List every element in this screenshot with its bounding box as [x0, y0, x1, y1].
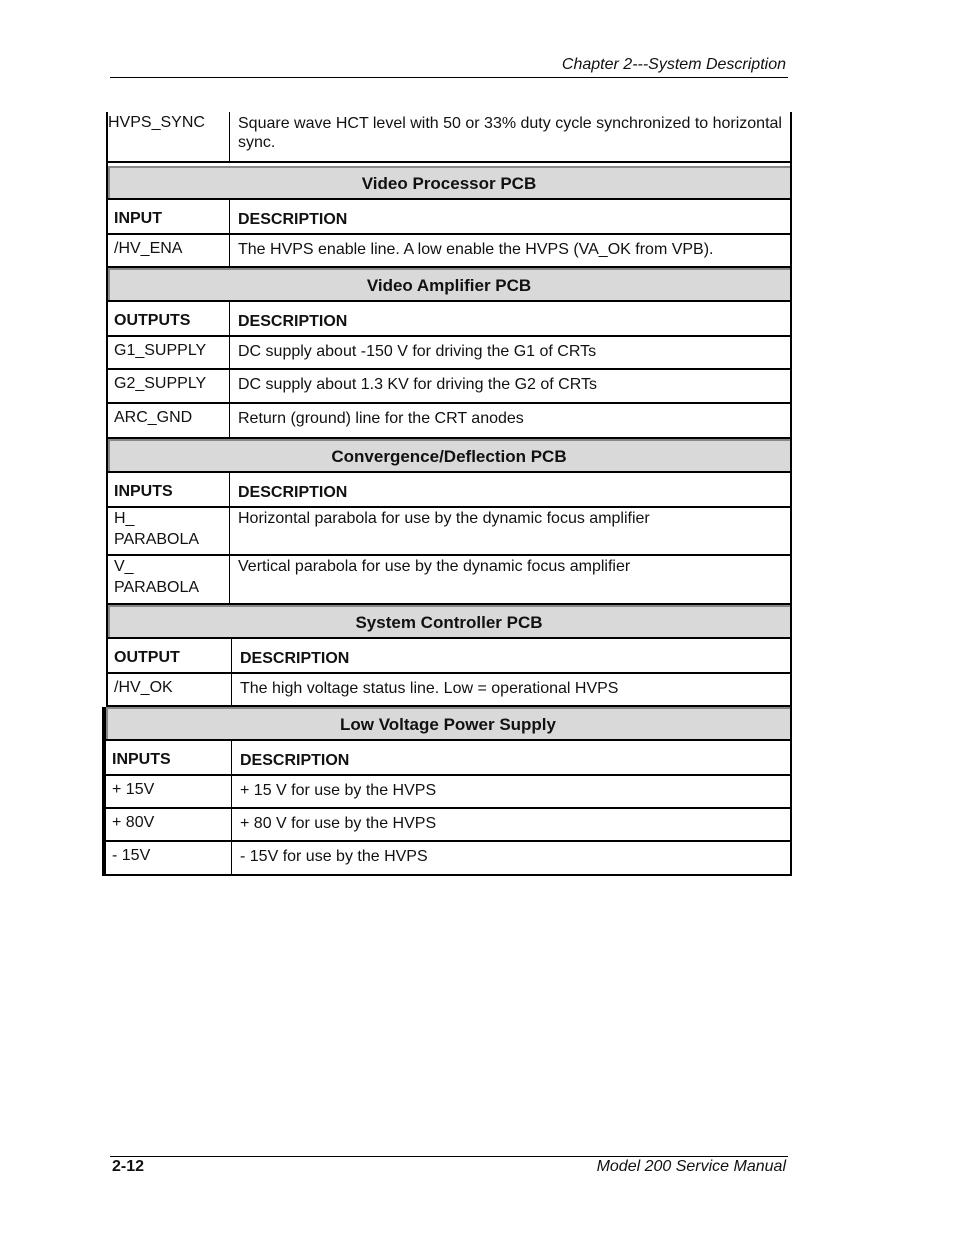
signal-name: /HV_OK	[108, 674, 232, 705]
section-heading	[104, 707, 792, 741]
section-heading	[106, 166, 792, 200]
signal-name: H_ PARABOLA	[108, 508, 230, 554]
signal-name: - 15V	[106, 842, 232, 874]
column-header-signal: INPUT	[108, 200, 230, 233]
signal-name: + 15V	[106, 776, 232, 807]
signal-description: Square wave HCT level with 50 or 33% duty cycle synchronized to horizontal sync.	[238, 115, 782, 151]
signal-name: /HV_ENA	[108, 235, 230, 266]
table-row	[106, 235, 792, 268]
signal-description: + 80 V for use by the HVPS	[240, 815, 437, 832]
column-header-signal: OUTPUTS	[108, 302, 230, 335]
section-title: Video Amplifier PCB	[366, 276, 532, 295]
section-title: Low Voltage Power Supply	[340, 715, 556, 734]
column-header-signal: INPUTS	[106, 741, 232, 774]
signal-description: Vertical parabola for use by the dynamic focus amplifier	[238, 558, 631, 575]
footer-rule	[110, 1156, 788, 1157]
table-row	[106, 508, 792, 556]
signal-name: G1_SUPPLY	[108, 337, 230, 368]
table-row	[106, 112, 792, 163]
column-header-description: DESCRIPTION	[238, 211, 348, 228]
section-heading	[106, 439, 792, 473]
lvps-block	[102, 707, 792, 876]
signal-description: - 15V for use by the HVPS	[240, 848, 428, 865]
column-header-row	[106, 302, 792, 337]
column-header-row	[106, 473, 792, 508]
signal-description: DC supply about -150 V for driving the G1 of CRTs	[238, 343, 597, 360]
table-row	[106, 556, 792, 605]
signal-description: The high voltage status line. Low = operational HVPS	[240, 680, 619, 697]
table-row	[106, 370, 792, 404]
column-header-signal: INPUTS	[108, 473, 230, 506]
page-header-title: Chapter 2---System Description	[561, 56, 786, 73]
column-header-description: DESCRIPTION	[240, 650, 350, 667]
manual-title: Model 200 Service Manual	[596, 1158, 786, 1175]
section-title: Video Processor PCB	[361, 174, 537, 193]
column-header-signal: OUTPUT	[108, 639, 232, 672]
column-header-row	[104, 741, 792, 776]
signal-description: Return (ground) line for the CRT anodes	[238, 410, 524, 427]
signal-name: G2_SUPPLY	[108, 370, 230, 402]
column-header-description: DESCRIPTION	[240, 752, 350, 769]
table-row	[106, 337, 792, 370]
signal-name: V_ PARABOLA	[108, 556, 230, 603]
signal-table	[106, 112, 792, 876]
column-header-description: DESCRIPTION	[238, 313, 348, 330]
table-row	[104, 809, 792, 842]
signal-name: + 80V	[106, 809, 232, 840]
section-heading	[106, 605, 792, 639]
column-header-description: DESCRIPTION	[238, 484, 348, 501]
table-row	[104, 776, 792, 809]
signal-description: Horizontal parabola for use by the dynamic focus amplifier	[238, 510, 650, 527]
signal-name: HVPS_SYNC	[108, 112, 230, 161]
column-header-row	[106, 639, 792, 674]
section-title: Convergence/Deflection PCB	[331, 447, 567, 466]
table-row	[106, 404, 792, 439]
signal-description: + 15 V for use by the HVPS	[240, 782, 437, 799]
section-title: System Controller PCB	[355, 613, 543, 632]
page-number: 2-12	[112, 1158, 145, 1175]
signal-name: ARC_GND	[108, 404, 230, 437]
header-rule	[110, 77, 788, 78]
signal-description: DC supply about 1.3 KV for driving the G2 of CRTs	[238, 376, 597, 393]
column-header-row	[106, 200, 792, 235]
table-row	[104, 842, 792, 876]
table-row	[106, 674, 792, 707]
signal-description: The HVPS enable line. A low enable the HVPS (VA_OK from VPB).	[238, 241, 714, 258]
section-heading	[106, 268, 792, 302]
